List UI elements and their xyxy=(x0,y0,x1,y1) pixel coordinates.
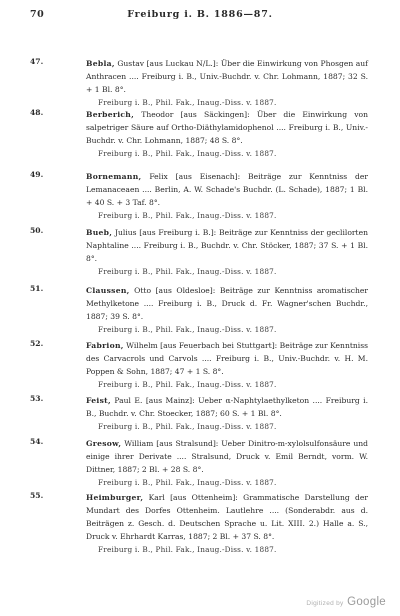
entry-author: Heimburger, xyxy=(86,493,144,502)
entry-dissertation-note: Freiburg i. B., Phil. Fak., Inaug.-Diss. v. 1887. xyxy=(98,149,277,158)
entry-author: Berberich, xyxy=(86,110,135,119)
entry-body xyxy=(86,57,368,109)
entry-body xyxy=(86,437,368,489)
entry-text: Felix [aus Eisenach]: Beiträge zur Kenntniss der Lemanaceaen .... Berlin, A. W. Schade's Buchdr. (L. Schade), 1887; 1 Bl. + 40 S. + 3 Taf. 8°. xyxy=(86,172,368,207)
entry-dissertation-note: Freiburg i. B., Phil. Fak., Inaug.-Diss. v. 1887. xyxy=(98,211,277,220)
entry-body xyxy=(86,226,368,278)
entry-number: 48. xyxy=(30,108,44,117)
entry-number: 53. xyxy=(30,394,44,403)
running-title: Freiburg i. B. 1886—87. xyxy=(127,9,273,20)
entry-number: 54. xyxy=(30,437,44,446)
entry-text: Paul E. [aus Mainz]: Ueber α-Naphtylaethylketon .... Freiburg i. B., Buchdr. v. Chr. Stoecker, 1887; 60 S. + 1 Bl. 8°. xyxy=(86,396,368,418)
entry-number: 47. xyxy=(30,57,44,66)
entry-text: Julius [aus Freiburg i. B.]: Beiträge zur Kenntniss der geclilorten Naphtaline .... Freiburg i. B., Buchdr. v. Chr. Stöcker, 1887; 37 S. + 1 Bl. 8°. xyxy=(86,228,368,263)
entry-body xyxy=(86,394,368,433)
entry-text: Gustav [aus Luckau N/L.]: Über die Einwirkung von Phosgen auf Anthracen .... Freiburg i. B., Univ.-Buchdr. v. Chr. Lohmann, 1887; 32 S. + 1 Bl. 8°. xyxy=(86,59,368,94)
entry-body xyxy=(86,339,368,391)
entry-author: Gresow, xyxy=(86,439,122,448)
entry-dissertation-note: Freiburg i. B., Phil. Fak., Inaug.-Diss. v. 1887. xyxy=(98,267,277,276)
entry-author: Bueb, xyxy=(86,228,113,237)
entry-text: Theodor [aus Säckingen]: Über die Einwirkung von salpetriger Säure auf Ortho-Diäthylamidophenol .... Freiburg i. B., Univ.-Buchdr. v. Chr. Lohmann, 1887; 48 S. 8°. xyxy=(86,110,368,145)
entry-author: Claussen, xyxy=(86,286,130,295)
entry-dissertation-note: Freiburg i. B., Phil. Fak., Inaug.-Diss. v. 1887. xyxy=(98,325,277,334)
entry-author: Fabrion, xyxy=(86,341,124,350)
entry-author: Bornemann, xyxy=(86,172,142,181)
entry-body xyxy=(86,108,368,160)
entry-dissertation-note: Freiburg i. B., Phil. Fak., Inaug.-Diss. v. 1887. xyxy=(98,545,277,554)
entry-number: 52. xyxy=(30,339,44,348)
watermark-prefix: Digitized by xyxy=(306,600,344,607)
entry-body xyxy=(86,284,368,336)
entry-text: Otto [aus Oldesloe]: Beiträge zur Kenntniss aromatischer Methylketone .... Freiburg i. B., Druck d. Fr. Wagner'schen Buchdr., 1887; 39 S. 8°. xyxy=(86,286,368,321)
entry-body xyxy=(86,170,368,222)
entry-number: 55. xyxy=(30,491,44,500)
entry-dissertation-note: Freiburg i. B., Phil. Fak., Inaug.-Diss. v. 1887. xyxy=(98,422,277,431)
entry-dissertation-note: Freiburg i. B., Phil. Fak., Inaug.-Diss. v. 1887. xyxy=(98,380,277,389)
entry-dissertation-note: Freiburg i. B., Phil. Fak., Inaug.-Diss. v. 1887. xyxy=(98,478,277,487)
entry-number: 50. xyxy=(30,226,44,235)
entry-dissertation-note: Freiburg i. B., Phil. Fak., Inaug.-Diss. v. 1887. xyxy=(98,98,277,107)
entry-number: 51. xyxy=(30,284,44,293)
entry-text: Karl [aus Ottenheim]: Grammatische Darstellung der Mundart des Dorfes Ottenheim. Lautlehre .... (Sonderabdr. aus d. Beiträgen z. Gesch. d. Deutschen Sprache u. Lit. XIII. 2.) Halle a. S., Druck v. Ehrhardt Karras, 1887; 2 Bl. + 37 S. 8°. xyxy=(86,493,368,541)
watermark-brand: Google xyxy=(347,596,386,608)
entry-body xyxy=(86,491,368,556)
entry-number: 49. xyxy=(30,170,44,179)
entry-text: William [aus Stralsund]: Ueber Dinitro-m-xylolsulfonsäure und einige ihrer Derivate .... Stralsund, Druck v. Emil Berndt, vorm. W. Dittner, 1887; 2 Bl. + 28 S. 8°. xyxy=(86,439,368,474)
page-header xyxy=(0,9,400,23)
page-number: 70 xyxy=(30,9,45,20)
entry-author: Feist, xyxy=(86,396,111,405)
entry-text: Wilhelm [aus Feuerbach bei Stuttgart]: Beiträge zur Kenntniss des Carvacrols und Carvols .... Freiburg i. B., Univ.-Buchdr. v. H. M. Poppen & Sohn, 1887; 47 + 1 S. 8°. xyxy=(86,341,368,376)
digitized-by-google-watermark xyxy=(306,596,386,608)
entry-author: Bebla, xyxy=(86,59,115,68)
